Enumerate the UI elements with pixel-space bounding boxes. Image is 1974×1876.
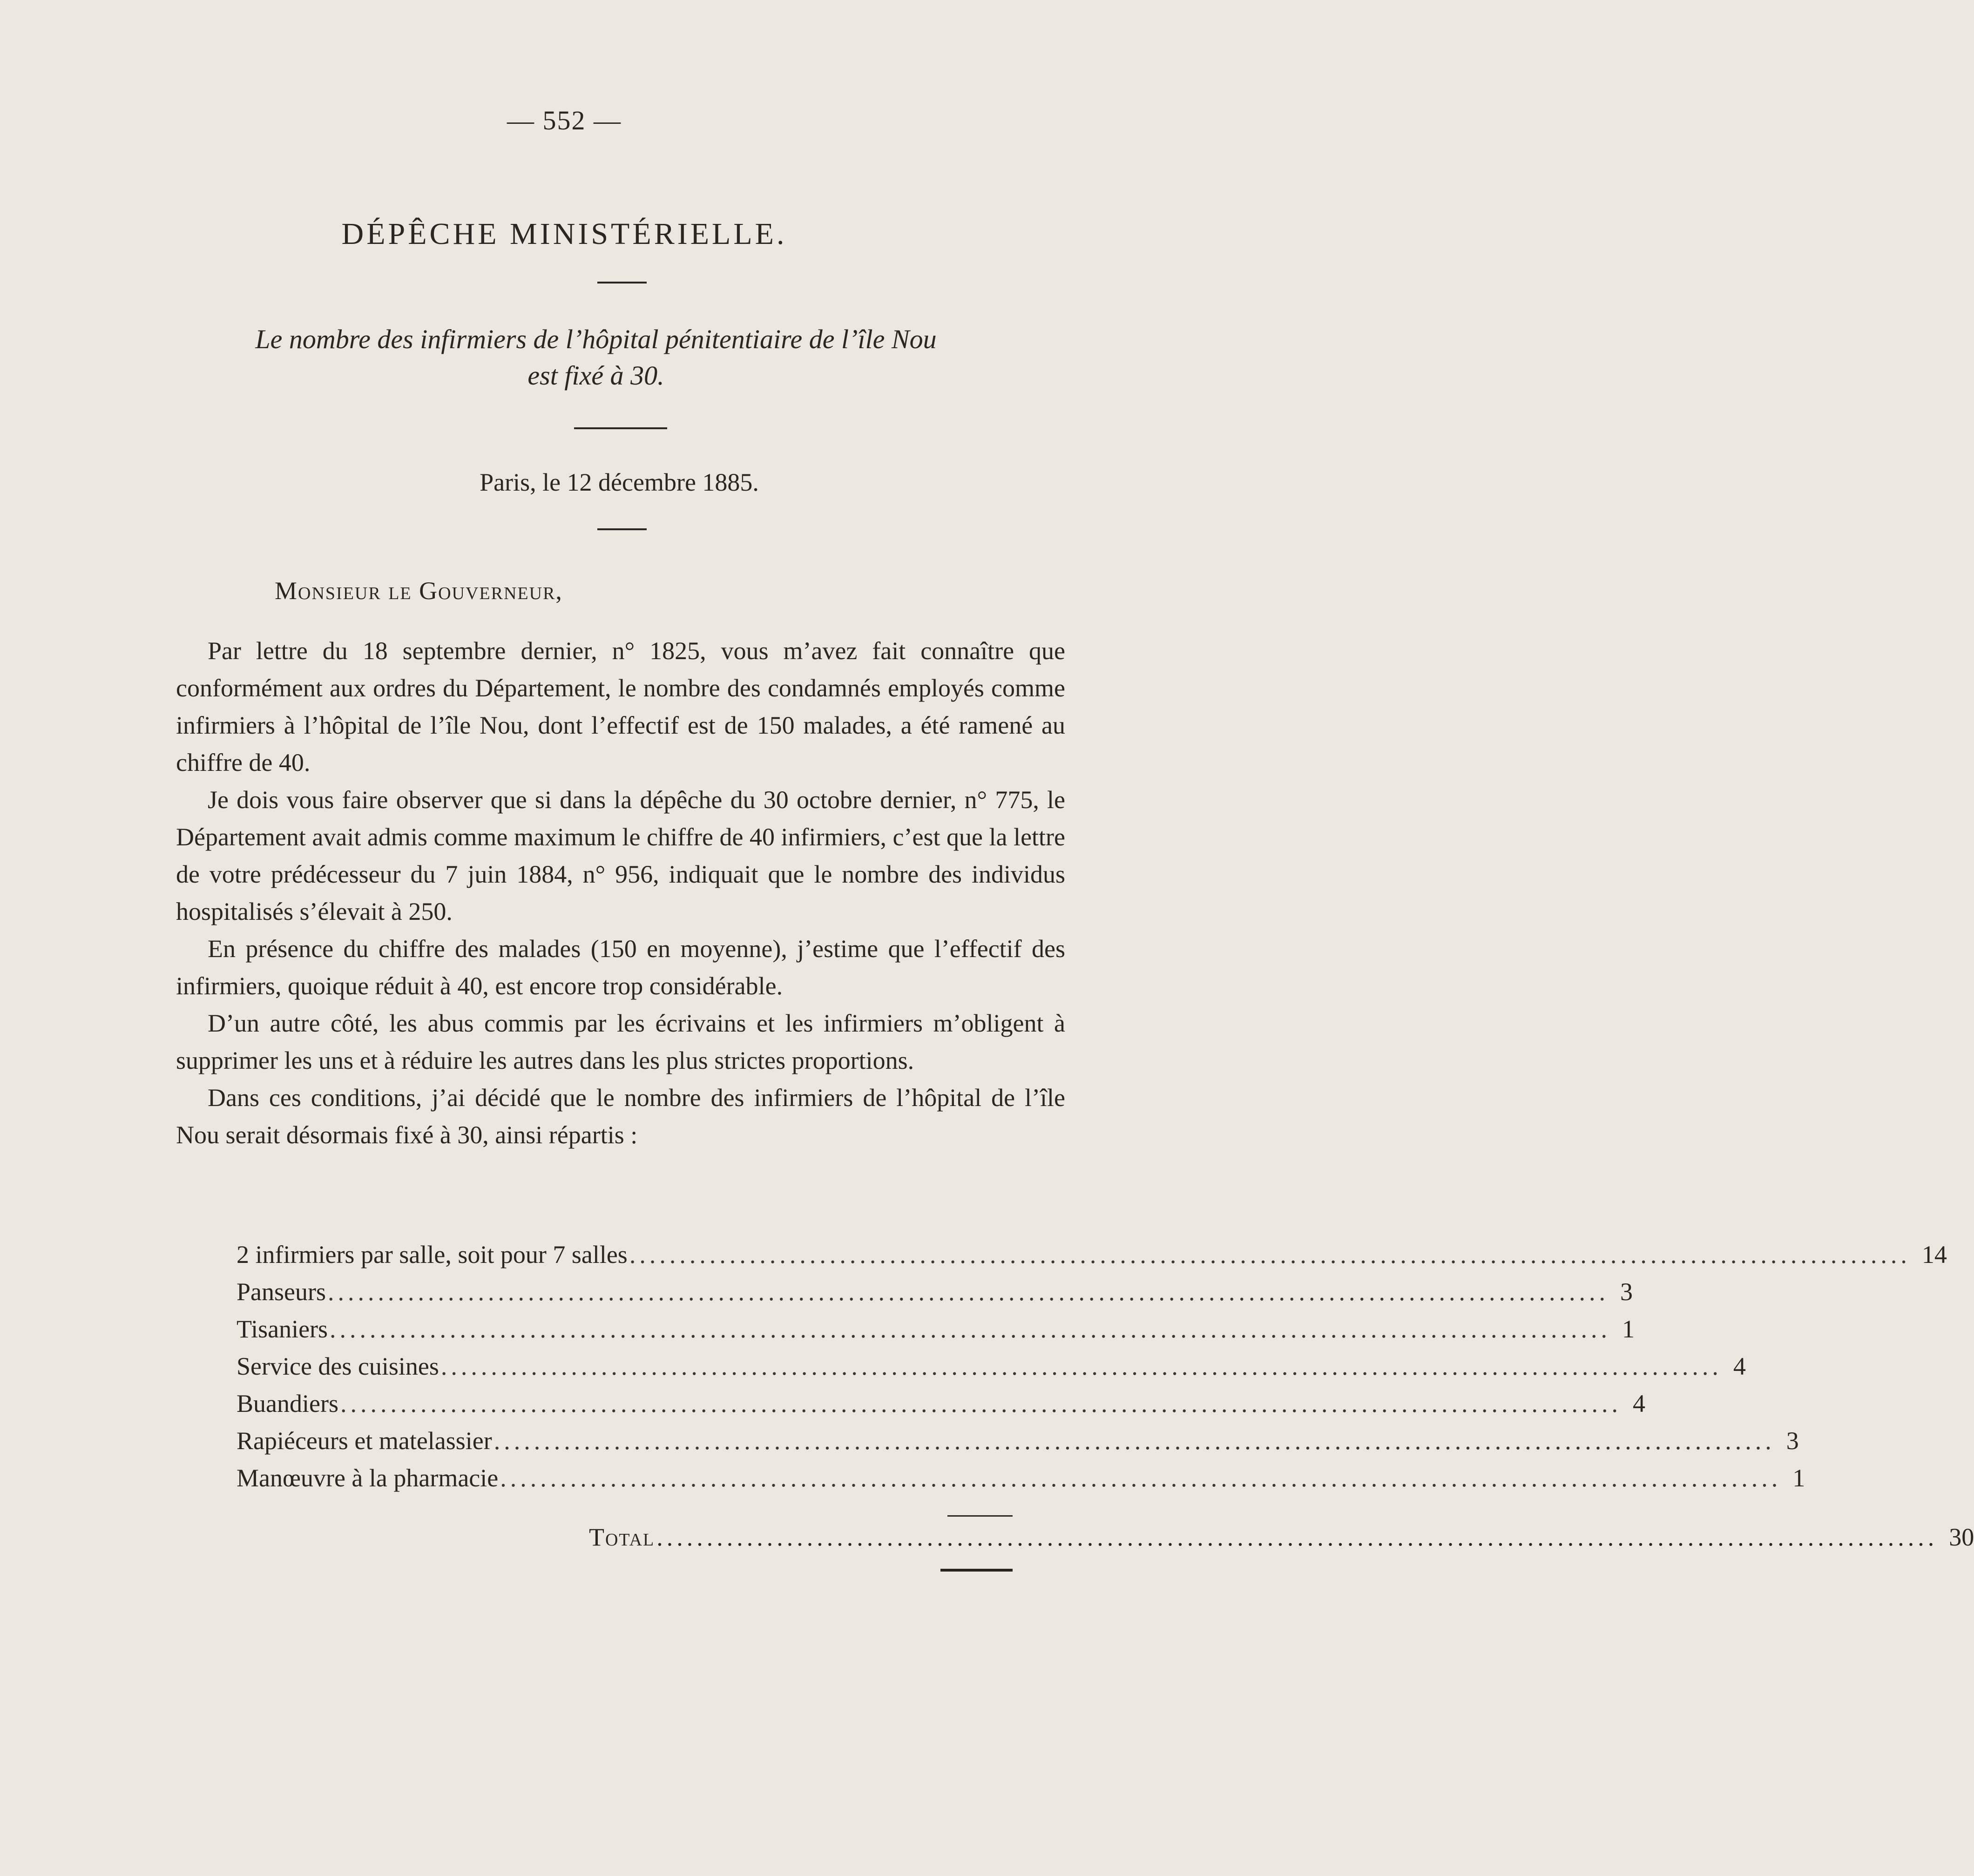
row-label: Tisaniers	[237, 1315, 328, 1343]
table-row	[237, 1310, 1635, 1348]
total-value: 30	[1949, 1523, 1974, 1551]
distribution-table	[237, 1236, 1947, 1497]
row-value: 14	[1921, 1241, 1947, 1269]
row-label: Panseurs	[237, 1278, 326, 1306]
leader-dots: ................................................................................................................................	[629, 1241, 1911, 1269]
total-row	[589, 1518, 1974, 1556]
row-value: 4	[1632, 1390, 1645, 1417]
row-label: Manœuvre à la pharmacie	[237, 1464, 499, 1492]
table-row	[237, 1348, 1746, 1385]
leader-dots: ................................................................................................................................	[656, 1523, 1938, 1551]
row-label: Rapiéceurs et matelassier	[237, 1427, 492, 1455]
leader-dots: ................................................................................................................................	[494, 1427, 1775, 1455]
row-value: 4	[1733, 1352, 1746, 1380]
subtitle-line-1: Le nombre des infirmiers de l’hôpital pénitentiaire de l’île Nou	[255, 324, 937, 354]
table-row	[237, 1273, 1633, 1310]
table-row	[237, 1422, 1799, 1459]
leader-dots: ................................................................................................................................	[340, 1390, 1622, 1417]
title-rule	[597, 282, 647, 283]
paragraph: D’un autre côté, les abus commis par les écrivains et les infirmiers m’obligent à supprimer les uns et à réduire les autres dans les plus strictes proportions.	[176, 1009, 1065, 1074]
row-value: 1	[1622, 1315, 1635, 1343]
subtitle-rule	[574, 427, 667, 429]
paragraph: Par lettre du 18 septembre dernier, n° 1825, vous m’avez fait connaître que conformément aux ordres du Département, le nombre des condamnés employés comme infirmiers à l’hôpital de l’île Nou, dont l’effectif est de 150 malades, a été ramené au chiffre de 40.	[176, 637, 1065, 776]
leader-dots: ................................................................................................................................	[440, 1352, 1722, 1380]
row-value: 1	[1792, 1464, 1805, 1492]
row-label: Service des cuisines	[237, 1352, 439, 1380]
dateline-rule	[597, 528, 647, 530]
row-label: 2 infirmiers par salle, soit pour 7 salles	[237, 1241, 628, 1269]
page-number: — 552 —	[507, 105, 622, 135]
paragraph: Je dois vous faire observer que si dans la dépêche du 30 octobre dernier, n° 775, le Département avait admis comme maximum le chiffre de 40 infirmiers, c’est que la lettre de votre prédécesseur du 7 juin 1884, n° 956, indiquait que le nombre des individus hospitalisés s’élevait à 250.	[176, 786, 1065, 925]
table-row	[237, 1385, 1645, 1422]
dateline: Paris, le 12 décembre 1885.	[480, 468, 759, 496]
leader-dots: ................................................................................................................................	[500, 1464, 1782, 1492]
row-value: 3	[1620, 1278, 1633, 1306]
table-row	[237, 1459, 1805, 1497]
row-label: Buandiers	[237, 1390, 338, 1417]
closing-rule	[940, 1569, 1013, 1572]
letter-body	[176, 632, 1065, 1154]
leader-dots: ................................................................................................................................	[330, 1315, 1611, 1343]
table-row	[237, 1236, 1947, 1273]
total-rule	[947, 1515, 1013, 1517]
salutation: Monsieur le Gouverneur,	[275, 577, 563, 605]
row-value: 3	[1786, 1427, 1799, 1455]
paragraph: Dans ces conditions, j’ai décidé que le nombre des infirmiers de l’hôpital de l’île Nou serait désormais fixé à 30, ainsi répartis :	[176, 1084, 1065, 1149]
total-label: Total	[589, 1523, 655, 1551]
subtitle-line-2: est fixé à 30.	[527, 360, 664, 391]
leader-dots: ................................................................................................................................	[327, 1278, 1609, 1306]
document-title: DÉPÊCHE MINISTÉRIELLE.	[341, 217, 787, 251]
paragraph: En présence du chiffre des malades (150 en moyenne), j’estime que l’effectif des infirmiers, quoique réduit à 40, est encore trop considérable.	[176, 935, 1065, 1000]
document-subtitle	[177, 321, 1015, 394]
